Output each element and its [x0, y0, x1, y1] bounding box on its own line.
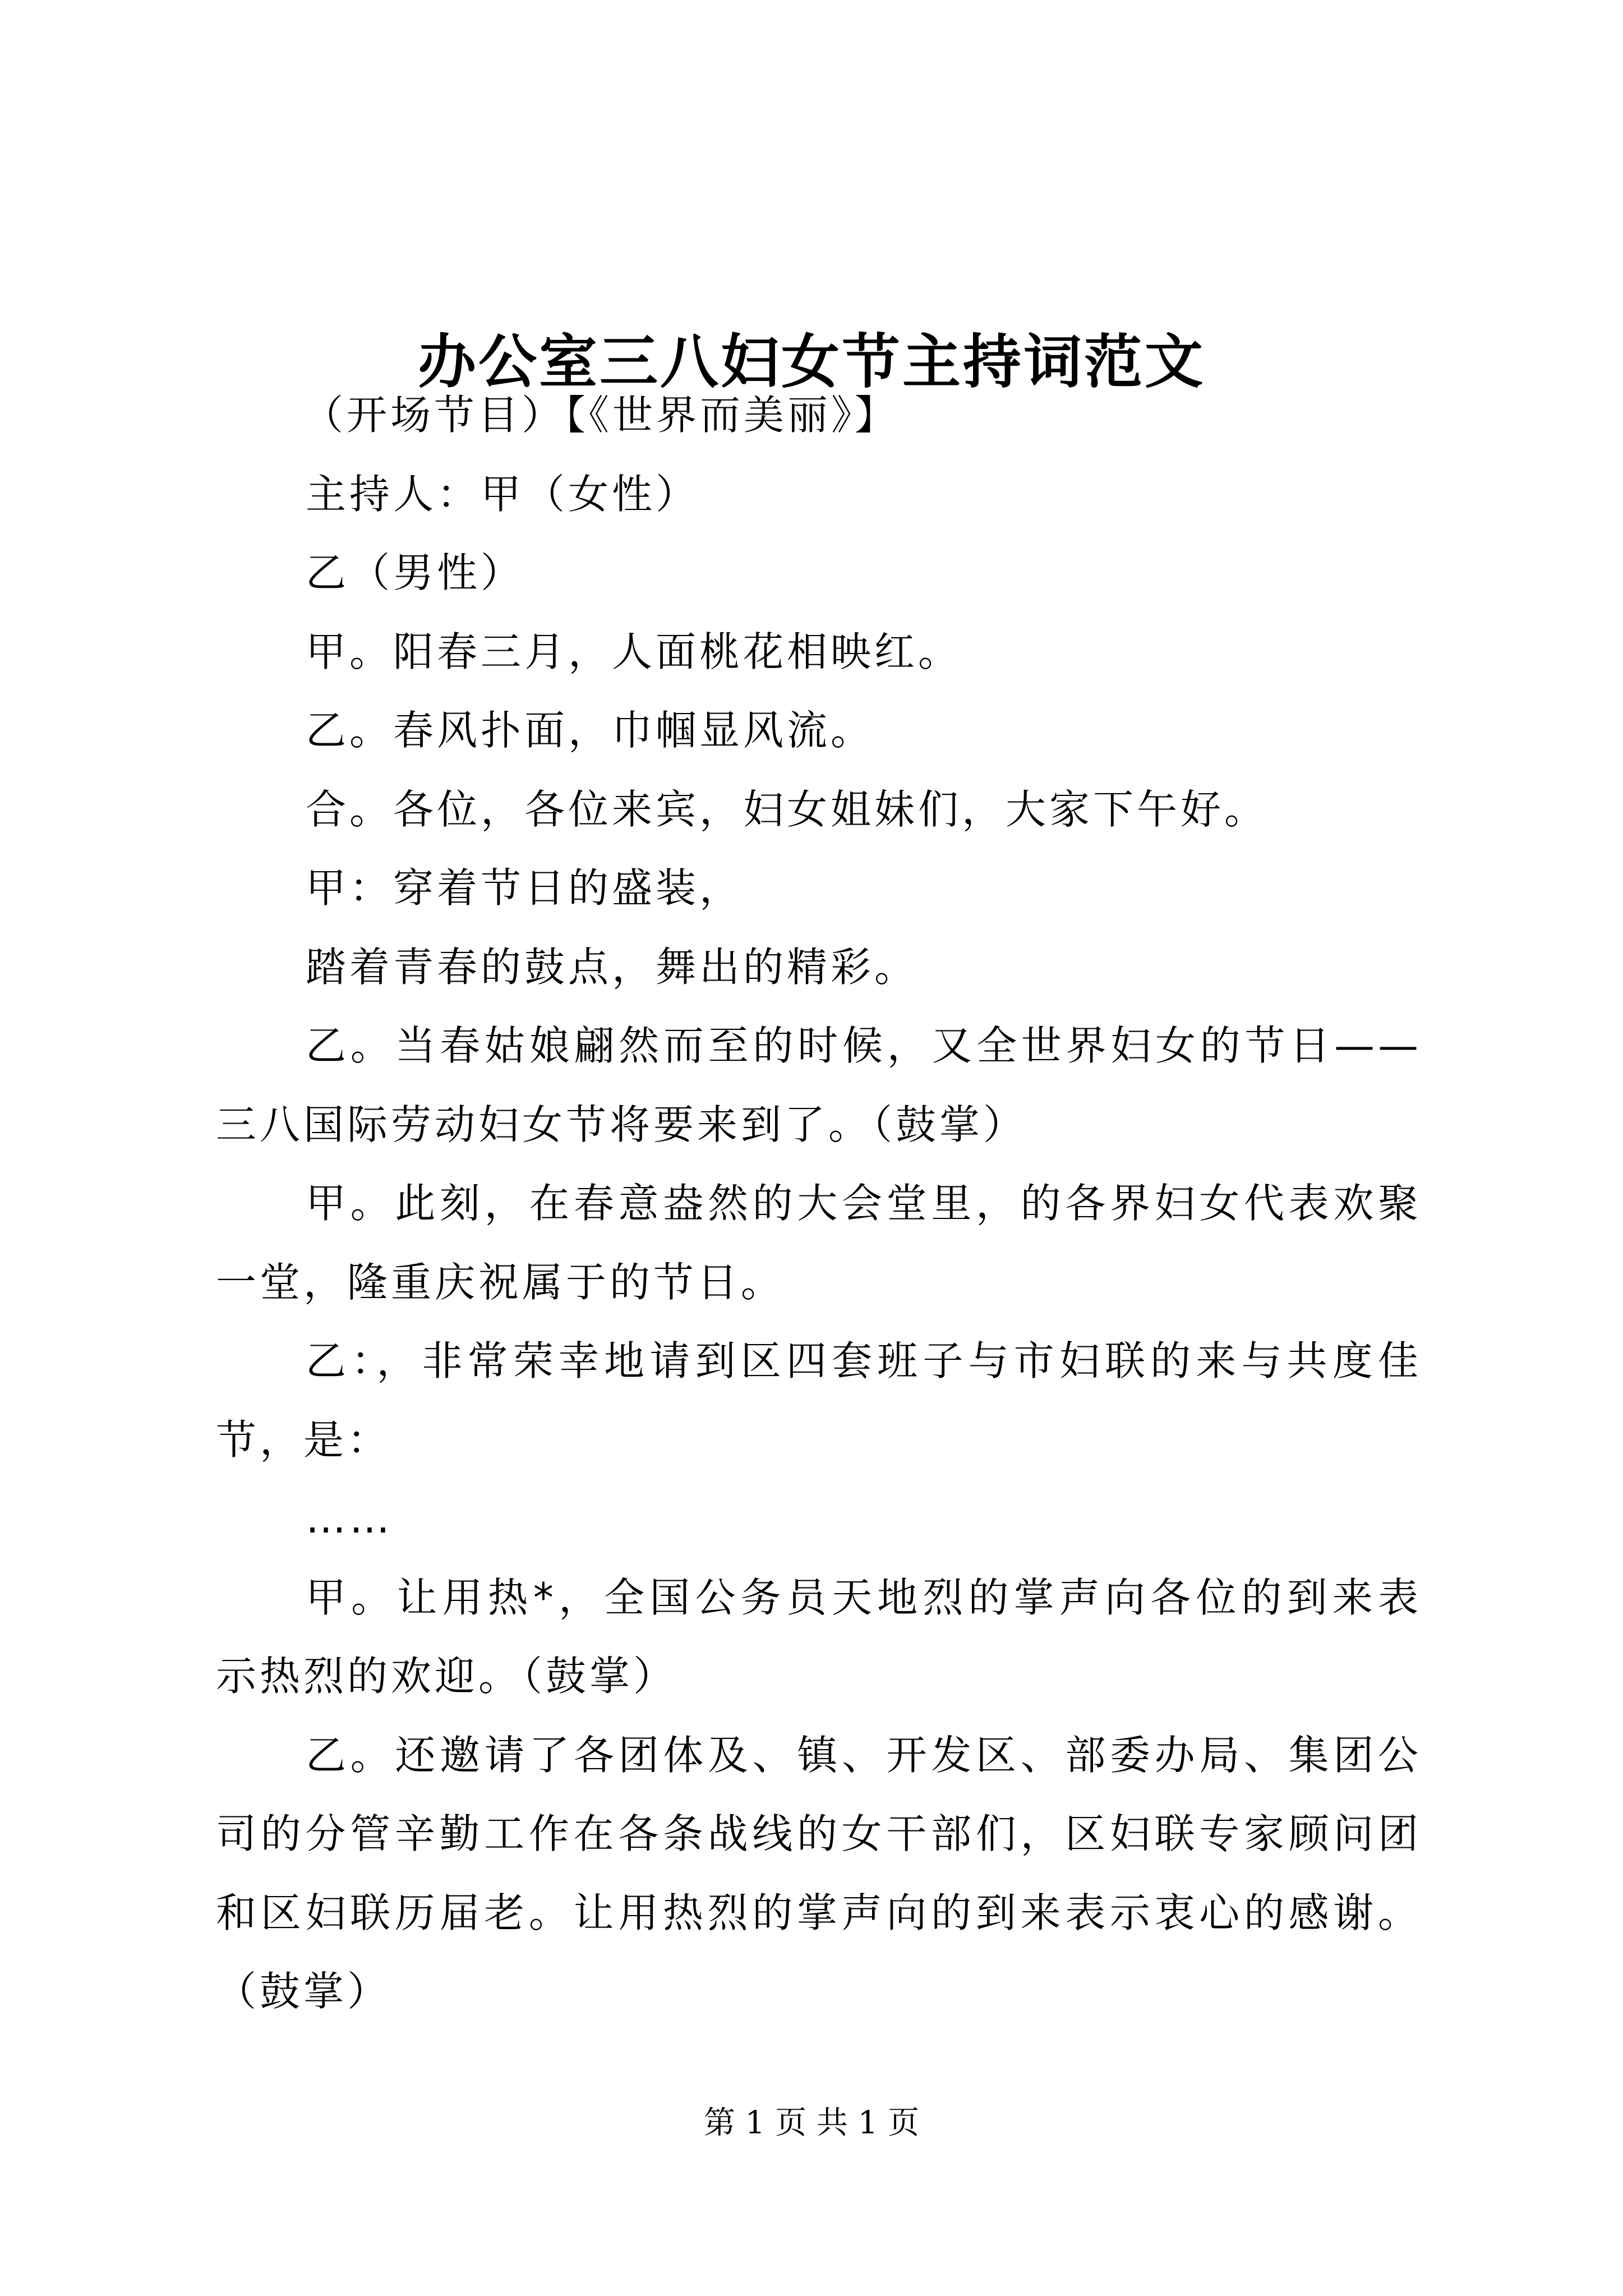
paragraph: 乙（男性）	[306, 549, 525, 596]
paragraph: 踏着青春的鼓点，舞出的精彩。	[306, 943, 919, 991]
paragraph: 乙。还邀请了各团体及、镇、开发区、部委办局、集团公司的分管辛勤工作在各条战线的女干部们，区妇联专家顾问团和区妇联历届老。让用热烈的掌声向的到来表示衷心的感谢。（鼓掌）	[216, 1731, 1422, 2015]
document-body	[216, 376, 1422, 2031]
paragraph: 合。各位，各位来宾，妇女姐妹们，大家下午好。	[306, 785, 1269, 833]
paragraph: 乙：，非常荣幸地请到区四套班子与市妇联的来与共度佳节，是：	[216, 1337, 1422, 1464]
page-footer: 第 1 页 共 1 页	[703, 2105, 920, 2141]
paragraph: 乙。当春姑娘翩然而至的时候，又全世界妇女的节日——三八国际劳动妇女节将要来到了。（鼓掌）	[216, 1022, 1422, 1148]
paragraph: 乙。春风扑面，巾帼显风流。	[306, 707, 875, 754]
paragraph: （开场节目）【《世界而美丽》】	[303, 392, 899, 439]
paragraph: 甲。此刻，在春意盎然的大会堂里，的各界妇女代表欢聚一堂，隆重庆祝属于的节日。	[216, 1180, 1422, 1306]
paragraph: 甲：穿着节日的盛装，	[306, 864, 744, 912]
document-title: 办公室三八妇女节主持词范文	[417, 326, 1205, 396]
paragraph: ……	[306, 1495, 393, 1542]
paragraph: 主持人：甲（女性）	[306, 470, 700, 518]
paragraph: 甲。阳春三月，人面桃花相映红。	[306, 628, 962, 675]
paragraph: 甲。让用热*，全国公务员天地烈的掌声向各位的到来表示热烈的欢迎。（鼓掌）	[216, 1573, 1422, 1700]
